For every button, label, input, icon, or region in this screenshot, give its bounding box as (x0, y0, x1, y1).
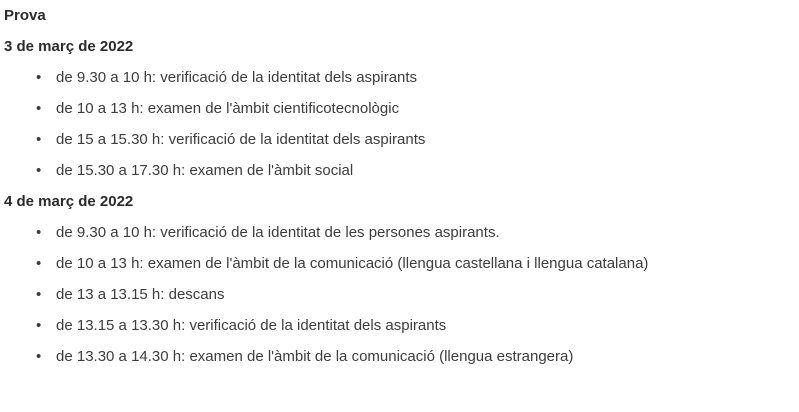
schedule-list (0, 62, 799, 186)
date-heading: 4 de març de 2022 (4, 193, 134, 210)
list-item: • de 13.15 a 13.30 h: verificació de la identitat dels aspirants (30, 310, 799, 341)
list-item: • de 10 a 13 h: examen de l'àmbit de la comunicació (llengua castellana i llengua catalana) (30, 248, 799, 279)
list-item: • de 9.30 a 10 h: verificació de la identitat de les persones aspirants. (30, 217, 799, 248)
list-item: • de 15 a 15.30 h: verificació de la identitat dels aspirants (30, 124, 799, 155)
schedule-group-1 (0, 31, 799, 186)
list-item: • de 15.30 a 17.30 h: examen de l'àmbit social (30, 155, 799, 186)
list-item: • de 13 a 13.15 h: descans (30, 279, 799, 310)
page-title: Prova (4, 7, 46, 24)
list-item: • de 10 a 13 h: examen de l'àmbit cientificotecnològic (30, 93, 799, 124)
list-item: • de 13.30 a 14.30 h: examen de l'àmbit de la comunicació (llengua estrangera) (30, 341, 799, 372)
schedule-group-2 (0, 186, 799, 372)
schedule-list (0, 217, 799, 372)
list-item: • de 9.30 a 10 h: verificació de la identitat dels aspirants (30, 62, 799, 93)
date-heading: 3 de març de 2022 (4, 38, 134, 55)
